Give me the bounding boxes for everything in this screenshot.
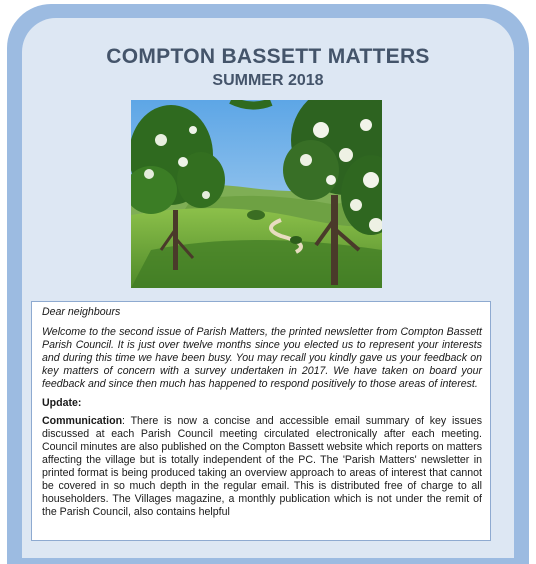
- communication-label: Communication: [42, 415, 123, 428]
- landscape-photo-icon: [131, 100, 382, 288]
- newsletter-title: COMPTON BASSETT MATTERS: [106, 45, 430, 68]
- landscape-photo: [131, 100, 382, 288]
- newsletter-subtitle: SUMMER 2018: [212, 72, 324, 89]
- update-heading: Update:: [42, 397, 82, 410]
- greeting: Dear neighbours: [42, 306, 121, 318]
- letter-textbox: [31, 301, 491, 541]
- intro-paragraph: Welcome to the second issue of Parish Matters, the printed newsletter from Compton Bassett Parish Council. It is just over twelve months since you elected us to represent your interests and during this time we have been busy. You may recall you kindly gave us your feedback on key matters of concern with a survey undertaken in 2017. We have taken on board your feedback and since then much has happened to respond positively to those areas of interest.: [42, 325, 482, 390]
- communication-paragraph: [42, 415, 482, 518]
- communication-text: : There is now a concise and accessible email summary of key issues discussed at each Parish Council meeting circulated electronically after each meeting. Council minutes are also published on the Compton Bassett website which reports on matters affecting the village but is totally independent of the PC. The 'Parish Matters' newsletter in printed format is being produced taking an overview approach to areas of interest that cannot be covered in so much depth in the regular email. This is distributed free of charge to all householders. The Villages magazine, a monthly publication which is not under the remit of the Parish Council, also contains helpful: [42, 415, 482, 518]
